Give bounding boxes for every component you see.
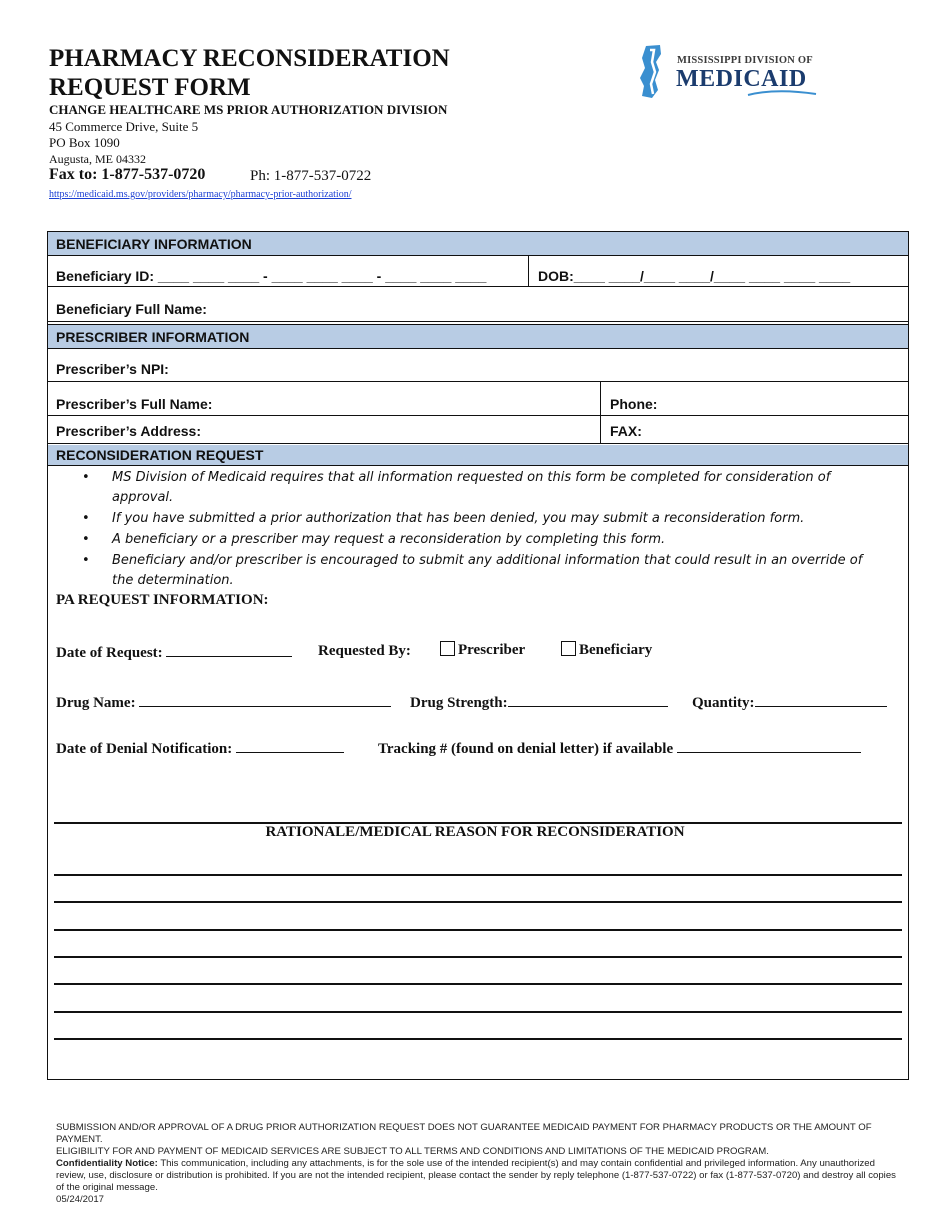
tracking-input[interactable] bbox=[677, 739, 861, 753]
rationale-line[interactable] bbox=[54, 901, 902, 903]
form-date: 05/24/2017 bbox=[56, 1194, 105, 1205]
requested-by-label: Requested By: bbox=[318, 643, 411, 659]
divider bbox=[48, 286, 908, 287]
prescriber-checkbox[interactable] bbox=[440, 641, 455, 656]
beneficiary-checkbox[interactable] bbox=[561, 641, 576, 656]
section-header-prescriber: PRESCRIBER INFORMATION bbox=[48, 325, 908, 348]
list-item: • A beneficiary or a prescriber may request a reconsideration by completing this form. bbox=[80, 530, 880, 550]
date-of-request-row bbox=[56, 643, 292, 662]
denial-date-row bbox=[56, 739, 344, 758]
drug-name-input[interactable] bbox=[139, 693, 391, 707]
denial-date-input[interactable] bbox=[236, 739, 344, 753]
denial-date-label: Date of Denial Notification: bbox=[56, 741, 233, 757]
section-header-reconsideration: RECONSIDERATION REQUEST bbox=[48, 445, 908, 465]
drug-strength-row bbox=[410, 693, 668, 712]
requested-by-beneficiary-option[interactable] bbox=[561, 641, 652, 659]
beneficiary-full-name-field[interactable]: Beneficiary Full Name: bbox=[56, 301, 207, 317]
drug-strength-label: Drug Strength: bbox=[410, 695, 508, 711]
date-of-request-label: Date of Request: bbox=[56, 645, 163, 661]
rationale-title: RATIONALE/MEDICAL REASON FOR RECONSIDERATION bbox=[265, 824, 685, 840]
drug-name-row bbox=[56, 693, 391, 712]
notice-label: Confidentiality Notice: bbox=[56, 1158, 158, 1169]
instructions-list bbox=[80, 468, 880, 592]
rationale-line[interactable] bbox=[54, 1038, 902, 1040]
divider bbox=[48, 348, 908, 349]
form-title-line2: REQUEST FORM bbox=[49, 74, 251, 101]
pa-request-heading: PA REQUEST INFORMATION: bbox=[56, 592, 269, 608]
prescriber-npi-field[interactable]: Prescriber’s NPI: bbox=[56, 361, 169, 377]
divider bbox=[48, 465, 908, 466]
rationale-line[interactable] bbox=[54, 874, 902, 876]
list-item: • Beneficiary and/or prescriber is encouraged to submit any additional information that could result in an override of the determination. bbox=[80, 551, 880, 591]
footer-line2: ELIGIBILITY FOR AND PAYMENT OF MEDICAID SERVICES ARE SUBJECT TO ALL TERMS AND CONDITIONS AND LIMITATIONS OF THE MEDICAID PROGRAM. bbox=[56, 1146, 769, 1157]
footer-disclaimer bbox=[56, 1122, 901, 1206]
divider bbox=[48, 324, 908, 325]
address-line1: 45 Commerce Drive, Suite 5 bbox=[49, 119, 199, 134]
dob-field[interactable]: DOB:____ ____/____ ____/____ ____ ____ ____ bbox=[538, 268, 851, 284]
logo-main-text: MEDICAID bbox=[676, 66, 807, 92]
drug-name-label: Drug Name: bbox=[56, 695, 136, 711]
tracking-label: Tracking # (found on denial letter) if available bbox=[378, 741, 674, 757]
date-of-request-input[interactable] bbox=[166, 643, 292, 657]
divider bbox=[600, 382, 601, 443]
divider bbox=[48, 255, 908, 256]
mississippi-state-icon bbox=[640, 45, 661, 98]
fax-number: Fax to: 1-877-537-0720 bbox=[49, 166, 206, 183]
beneficiary-id-field[interactable]: Beneficiary ID: ____ ____ ____ - ____ ____ ____ - ____ ____ ____ bbox=[56, 268, 487, 284]
drug-strength-input[interactable] bbox=[508, 693, 668, 707]
footer-line1: SUBMISSION AND/OR APPROVAL OF A DRUG PRIOR AUTHORIZATION REQUEST DOES NOT GUARANTEE MEDICAID PAYMENT FOR PHARMACY PRODUCTS OR THE AMOUNT OF PAYMENT. bbox=[56, 1122, 872, 1145]
address-line3: Augusta, ME 04332 bbox=[49, 152, 146, 166]
beneficiary-option-label: Beneficiary bbox=[579, 642, 653, 658]
logo-top-text: MISSISSIPPI DIVISION OF bbox=[677, 55, 813, 66]
prescriber-phone-field[interactable]: Phone: bbox=[610, 396, 658, 412]
confidentiality-notice bbox=[56, 1158, 901, 1194]
divider bbox=[528, 256, 529, 286]
prior-auth-link[interactable]: https://medicaid.ms.gov/providers/pharmacy/pharmacy-prior-authorization/ bbox=[49, 189, 352, 200]
tracking-row bbox=[378, 739, 861, 758]
quantity-row bbox=[692, 693, 887, 712]
org-name: CHANGE HEALTHCARE MS PRIOR AUTHORIZATION DIVISION bbox=[49, 102, 448, 117]
rationale-line[interactable] bbox=[54, 1011, 902, 1013]
quantity-input[interactable] bbox=[755, 693, 887, 707]
divider bbox=[48, 381, 908, 382]
divider bbox=[48, 443, 908, 444]
quantity-label: Quantity: bbox=[692, 695, 755, 711]
list-item: • MS Division of Medicaid requires that all information requested on this form be completed for consideration of approval. bbox=[80, 468, 880, 508]
divider bbox=[48, 321, 908, 322]
rationale-line[interactable] bbox=[54, 929, 902, 931]
notice-text: This communication, including any attachments, is for the sole use of the intended recipient(s) and may contain confidential and privileged information. Any unauthorized review, use, disclosure or distribution is prohibited. If you are not the intended recipient, please contact the sender by reply telephone (1-877-537-0722) or fax (1-877-537-0720) and destroy all copies of the original message. bbox=[56, 1158, 896, 1193]
section-header-beneficiary: BENEFICIARY INFORMATION bbox=[48, 232, 908, 255]
list-item: • If you have submitted a prior authorization that has been denied, you may submit a reconsideration form. bbox=[80, 509, 880, 529]
prescriber-option-label: Prescriber bbox=[458, 642, 526, 658]
form-title-line1: PHARMACY RECONSIDERATION bbox=[49, 45, 450, 72]
divider bbox=[48, 415, 908, 416]
address-line2: PO Box 1090 bbox=[49, 135, 120, 150]
rationale-line[interactable] bbox=[54, 983, 902, 985]
rationale-line[interactable] bbox=[54, 956, 902, 958]
prescriber-address-field[interactable]: Prescriber’s Address: bbox=[56, 423, 201, 439]
prescriber-full-name-field[interactable]: Prescriber’s Full Name: bbox=[56, 396, 213, 412]
prescriber-fax-field[interactable]: FAX: bbox=[610, 423, 642, 439]
phone-number: Ph: 1-877-537-0722 bbox=[250, 168, 372, 184]
requested-by-prescriber-option[interactable] bbox=[440, 641, 525, 659]
